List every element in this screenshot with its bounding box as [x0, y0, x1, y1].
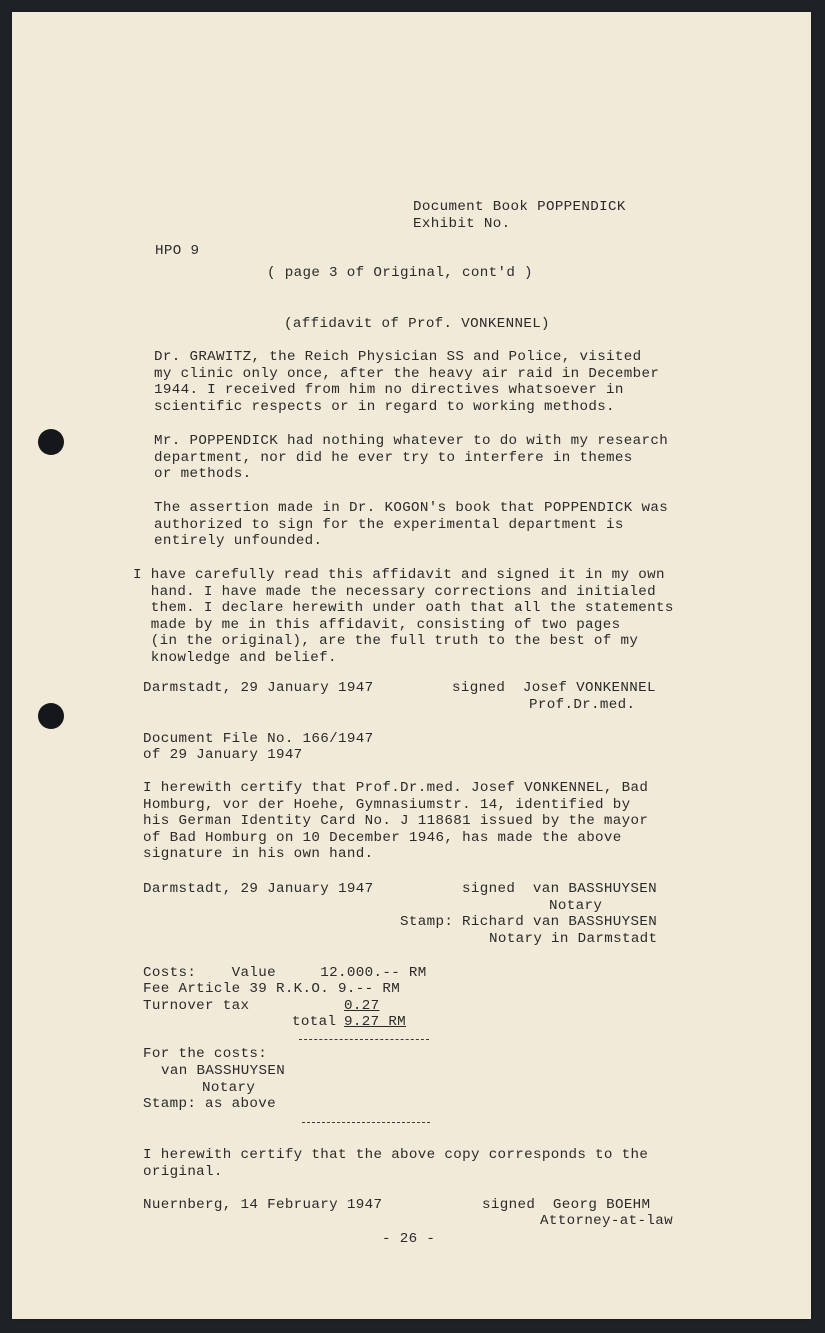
signature2-stamp-location: Notary in Darmstadt — [489, 931, 658, 947]
signature2-stamp: Stamp: Richard van BASSHUYSEN — [400, 914, 658, 930]
signature2-signed: signed van BASSHUYSEN — [462, 881, 658, 897]
costs-total-label: total — [292, 1014, 337, 1030]
for-costs-stamp: Stamp: as above — [143, 1096, 276, 1112]
paragraph-poppendick: Mr. POPPENDICK had nothing whatever to do with my research department, nor did he ever try to interfere in themes or methods. — [154, 433, 669, 483]
signature1-title: Prof.Dr.med. — [529, 697, 636, 713]
punch-hole-bottom — [38, 703, 64, 729]
exhibit-label: Exhibit No. — [413, 216, 511, 232]
affidavit-title: (affidavit of Prof. VONKENNEL) — [284, 316, 550, 332]
signature1-place-date: Darmstadt, 29 January 1947 — [143, 680, 374, 696]
costs-value-row: Costs: Value 12.000.-- RM — [143, 965, 427, 981]
page-number: - 26 - — [382, 1231, 436, 1247]
paragraph-grawitz: Dr. GRAWITZ, the Reich Physician SS and Police, visited my clinic only once, after the heavy air raid in December 1944. I received from him no directives whatsoever in scientific respects or in regard to working methods. — [154, 349, 660, 415]
punch-hole-top — [38, 429, 64, 455]
paragraph-kogon: The assertion made in Dr. KOGON's book that POPPENDICK was authorized to sign for the experimental department is entirely unfounded. — [154, 500, 669, 550]
document-code: HPO 9 — [155, 243, 200, 259]
paragraph-oath: I have carefully read this affidavit and signed it in my own hand. I have made the necessary corrections and initialed them. I declare herewith under oath that all the statements made by me in this affidavit, consisting of two pages (in the original), are the full truth to the best of my knowledge and belief. — [133, 567, 674, 666]
notary-certification: I herewith certify that Prof.Dr.med. Josef VONKENNEL, Bad Homburg, vor der Hoehe, Gymnasiumstr. 14, identified by his German Identity Card No. J 118681 issued by the mayor of Bad Homburg on 10 December 1946, has made the above signature in his own hand. — [143, 780, 649, 863]
section-divider — [302, 1122, 430, 1123]
costs-tax-label: Turnover tax — [143, 998, 250, 1014]
file-date: of 29 January 1947 — [143, 747, 303, 763]
for-costs-label: For the costs: — [143, 1046, 268, 1062]
document-book-label: Document Book POPPENDICK — [413, 199, 626, 215]
page-reference: ( page 3 of Original, cont'd ) — [267, 265, 533, 281]
document-page — [12, 12, 811, 1319]
costs-tax-value: 0.27 — [344, 998, 380, 1014]
costs-total-value: 9.27 RM — [344, 1014, 407, 1030]
file-number: Document File No. 166/1947 — [143, 731, 374, 747]
signature2-place-date: Darmstadt, 29 January 1947 — [143, 881, 374, 897]
costs-divider — [299, 1039, 429, 1040]
for-costs-notary: Notary — [202, 1080, 256, 1096]
for-costs-name: van BASSHUYSEN — [161, 1063, 286, 1079]
final-title: Attorney-at-law — [540, 1213, 673, 1229]
final-signed: signed Georg BOEHM — [482, 1197, 651, 1213]
costs-fee-row: Fee Article 39 R.K.O. 9.-- RM — [143, 981, 401, 997]
signature1-signed: signed Josef VONKENNEL — [452, 680, 656, 696]
final-place-date: Nuernberg, 14 February 1947 — [143, 1197, 383, 1213]
copy-certification: I herewith certify that the above copy corresponds to the original. — [143, 1147, 649, 1180]
signature2-notary: Notary — [549, 898, 603, 914]
